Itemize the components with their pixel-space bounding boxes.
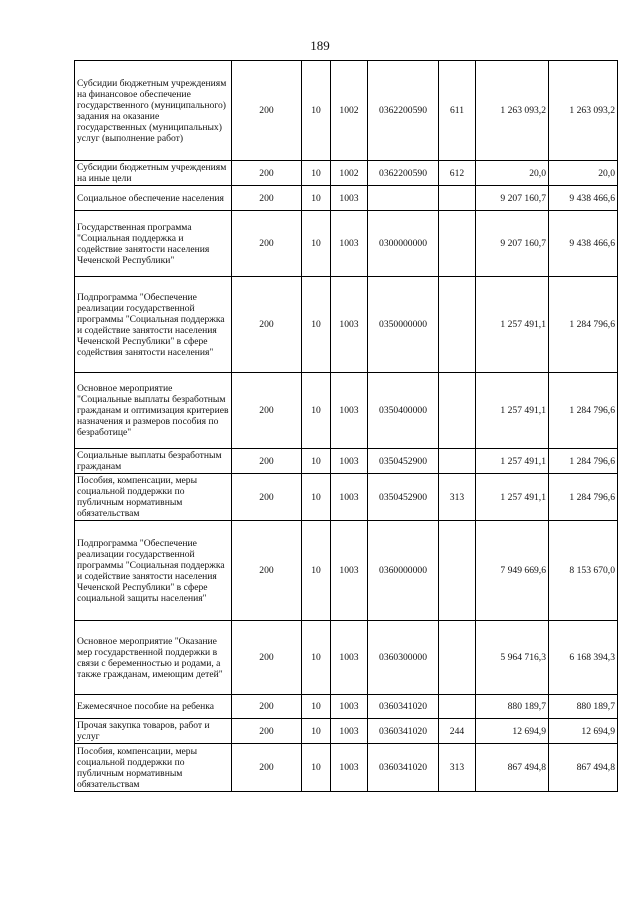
table-row <box>75 161 618 186</box>
ministry-code-cell: 200 <box>232 373 302 449</box>
target-article-cell: 0360000000 <box>368 521 439 621</box>
target-article-cell: 0360341020 <box>368 695 439 719</box>
amount-year-2-cell: 9 438 466,6 <box>549 186 618 211</box>
target-article-cell: 0300000000 <box>368 211 439 277</box>
section-code-cell: 10 <box>302 186 331 211</box>
expense-type-cell: 612 <box>439 161 476 186</box>
table-row <box>75 474 618 521</box>
expense-type-cell <box>439 695 476 719</box>
row-name-cell: Социальное обеспечение населения <box>75 186 232 211</box>
target-article-cell <box>368 186 439 211</box>
section-code-cell: 10 <box>302 449 331 474</box>
target-article-cell: 0362200590 <box>368 161 439 186</box>
amount-year-1-cell: 1 257 491,1 <box>476 277 549 373</box>
section-code-cell: 10 <box>302 373 331 449</box>
target-article-cell: 0362200590 <box>368 61 439 161</box>
subsection-code-cell: 1003 <box>331 186 368 211</box>
amount-year-1-cell: 12 694,9 <box>476 719 549 744</box>
section-code-cell: 10 <box>302 211 331 277</box>
table-body <box>75 61 618 792</box>
ministry-code-cell: 200 <box>232 521 302 621</box>
amount-year-2-cell: 8 153 670,0 <box>549 521 618 621</box>
ministry-code-cell: 200 <box>232 186 302 211</box>
target-article-cell: 0360300000 <box>368 621 439 695</box>
ministry-code-cell: 200 <box>232 61 302 161</box>
table-row <box>75 277 618 373</box>
expense-type-cell <box>439 277 476 373</box>
subsection-code-cell: 1003 <box>331 449 368 474</box>
page-number: 189 <box>310 38 330 53</box>
amount-year-2-cell: 9 438 466,6 <box>549 211 618 277</box>
amount-year-2-cell: 1 284 796,6 <box>549 449 618 474</box>
amount-year-2-cell: 880 189,7 <box>549 695 618 719</box>
amount-year-1-cell: 7 949 669,6 <box>476 521 549 621</box>
amount-year-1-cell: 867 494,8 <box>476 744 549 792</box>
table-row <box>75 521 618 621</box>
amount-year-2-cell: 6 168 394,3 <box>549 621 618 695</box>
table-row <box>75 695 618 719</box>
expense-type-cell <box>439 186 476 211</box>
row-name-cell: Подпрограмма "Обеспечение реализации государственной программы "Социальная поддержка и содействие занятости населения Чеченской Республики" в сфере содействия занятости населения" <box>75 277 232 373</box>
amount-year-1-cell: 20,0 <box>476 161 549 186</box>
expense-type-cell: 244 <box>439 719 476 744</box>
expense-type-cell <box>439 373 476 449</box>
amount-year-1-cell: 1 257 491,1 <box>476 373 549 449</box>
section-code-cell: 10 <box>302 277 331 373</box>
expense-type-cell <box>439 211 476 277</box>
subsection-code-cell: 1003 <box>331 695 368 719</box>
expense-type-cell: 313 <box>439 744 476 792</box>
amount-year-2-cell: 1 284 796,6 <box>549 474 618 521</box>
row-name-cell: Субсидии бюджетным учреждениям на финансовое обеспечение государственного (муниципального) задания на оказание государственных (муниципальных) услуг (выполнение работ) <box>75 61 232 161</box>
subsection-code-cell: 1003 <box>331 621 368 695</box>
row-name-cell: Ежемесячное пособие на ребенка <box>75 695 232 719</box>
amount-year-2-cell: 12 694,9 <box>549 719 618 744</box>
table-row <box>75 211 618 277</box>
table-row <box>75 719 618 744</box>
table-row <box>75 61 618 161</box>
subsection-code-cell: 1003 <box>331 719 368 744</box>
subsection-code-cell: 1003 <box>331 373 368 449</box>
row-name-cell: Подпрограмма "Обеспечение реализации государственной программы "Социальная поддержка и содействие занятости населения Чеченской Республики" в сфере социальной защиты населения" <box>75 521 232 621</box>
target-article-cell: 0350452900 <box>368 474 439 521</box>
row-name-cell: Социальные выплаты безработным гражданам <box>75 449 232 474</box>
subsection-code-cell: 1003 <box>331 277 368 373</box>
amount-year-1-cell: 9 207 160,7 <box>476 211 549 277</box>
amount-year-2-cell: 1 284 796,6 <box>549 277 618 373</box>
ministry-code-cell: 200 <box>232 277 302 373</box>
subsection-code-cell: 1003 <box>331 521 368 621</box>
amount-year-1-cell: 1 257 491,1 <box>476 474 549 521</box>
target-article-cell: 0360341020 <box>368 719 439 744</box>
table-row <box>75 186 618 211</box>
row-name-cell: Субсидии бюджетным учреждениям на иные цели <box>75 161 232 186</box>
expense-type-cell <box>439 521 476 621</box>
amount-year-1-cell: 9 207 160,7 <box>476 186 549 211</box>
subsection-code-cell: 1002 <box>331 161 368 186</box>
expense-type-cell: 313 <box>439 474 476 521</box>
target-article-cell: 0350452900 <box>368 449 439 474</box>
ministry-code-cell: 200 <box>232 695 302 719</box>
table-row <box>75 449 618 474</box>
subsection-code-cell: 1002 <box>331 61 368 161</box>
row-name-cell: Пособия, компенсации, меры социальной поддержки по публичным нормативным обязательствам <box>75 744 232 792</box>
amount-year-2-cell: 1 263 093,2 <box>549 61 618 161</box>
subsection-code-cell: 1003 <box>331 474 368 521</box>
ministry-code-cell: 200 <box>232 211 302 277</box>
section-code-cell: 10 <box>302 744 331 792</box>
table-row <box>75 621 618 695</box>
row-name-cell: Прочая закупка товаров, работ и услуг <box>75 719 232 744</box>
amount-year-1-cell: 1 263 093,2 <box>476 61 549 161</box>
amount-year-2-cell: 20,0 <box>549 161 618 186</box>
budget-table <box>74 60 618 792</box>
amount-year-2-cell: 1 284 796,6 <box>549 373 618 449</box>
target-article-cell: 0350000000 <box>368 277 439 373</box>
expense-type-cell <box>439 621 476 695</box>
row-name-cell: Основное мероприятие "Социальные выплаты безработным гражданам и оптимизация критериев назначения и размеров пособия по безработице" <box>75 373 232 449</box>
section-code-cell: 10 <box>302 61 331 161</box>
row-name-cell: Государственная программа "Социальная поддержка и содействие занятости населения Чеченской Республики" <box>75 211 232 277</box>
ministry-code-cell: 200 <box>232 719 302 744</box>
table-row <box>75 744 618 792</box>
expense-type-cell: 611 <box>439 61 476 161</box>
row-name-cell: Основное мероприятие "Оказание мер государственной поддержки в связи с беременностью и родами, а также гражданам, имеющим детей" <box>75 621 232 695</box>
amount-year-1-cell: 5 964 716,3 <box>476 621 549 695</box>
target-article-cell: 0350400000 <box>368 373 439 449</box>
amount-year-2-cell: 867 494,8 <box>549 744 618 792</box>
subsection-code-cell: 1003 <box>331 744 368 792</box>
section-code-cell: 10 <box>302 521 331 621</box>
section-code-cell: 10 <box>302 621 331 695</box>
ministry-code-cell: 200 <box>232 621 302 695</box>
section-code-cell: 10 <box>302 719 331 744</box>
ministry-code-cell: 200 <box>232 474 302 521</box>
target-article-cell: 0360341020 <box>368 744 439 792</box>
table-row <box>75 373 618 449</box>
subsection-code-cell: 1003 <box>331 211 368 277</box>
expense-type-cell <box>439 449 476 474</box>
row-name-cell: Пособия, компенсации, меры социальной поддержки по публичным нормативным обязательствам <box>75 474 232 521</box>
section-code-cell: 10 <box>302 695 331 719</box>
section-code-cell: 10 <box>302 474 331 521</box>
ministry-code-cell: 200 <box>232 161 302 186</box>
section-code-cell: 10 <box>302 161 331 186</box>
amount-year-1-cell: 1 257 491,1 <box>476 449 549 474</box>
ministry-code-cell: 200 <box>232 744 302 792</box>
ministry-code-cell: 200 <box>232 449 302 474</box>
amount-year-1-cell: 880 189,7 <box>476 695 549 719</box>
